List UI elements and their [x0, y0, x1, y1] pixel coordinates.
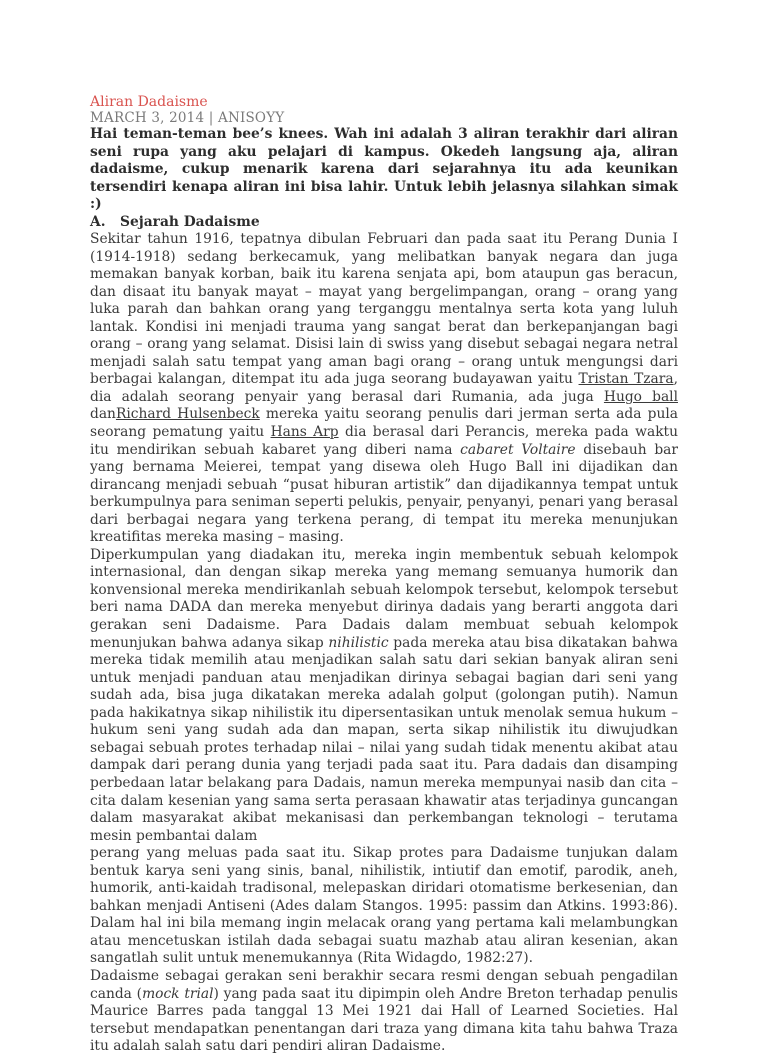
- article-body: [90, 231, 678, 1056]
- text-span: dan: [90, 406, 116, 423]
- italic-cabaret-voltaire: cabaret Voltaire: [460, 441, 576, 458]
- text-span: Diperkumpulan yang diadakan itu, mereka ingin membentuk sebuah kelompok internasional, dan dengan sikap mereka yang memang semuanya humorik dan konvensional mereka mendirikanlah sebuah kelompok tersebut, kelompok tersebut beri nama DADA dan mereka menyebut dirinya dadais yang berarti anggota dari gerakan seni Dadaisme. Para Dadais dalam membuat sebuah kelompok menunjukan bahwa adanya sikap: [90, 546, 678, 651]
- article-meta: MARCH 3, 2014 | ANISOYY: [90, 110, 285, 126]
- body-paragraph-3: perang yang meluas pada saat itu. Sikap protes para Dadaisme tunjukan dalam bentuk karya seni yang sinis, banal, nihilistik, intiutif dan emotif, parodik, aneh, humorik, anti-kaidah tradisonal, melepaskan diridari otomatisme berkesenian, dan bahkan menjadi Antiseni (Ades dalam Stangos. 1995: passim dan Atkins. 1993:86). Dalam hal ini bila memang ingin melacak orang yang pertama kali melambungkan atau mencetuskan istilah dada sebagai suatu mazhab atau aliran kesenian, akan sangatlah sulit untuk menemukannya (Rita Widagdo, 1982:27).: [90, 845, 678, 967]
- link-hugo-ball[interactable]: Hugo ball: [603, 388, 678, 405]
- link-hans-arp[interactable]: Hans Arp: [270, 424, 339, 441]
- text-span: ) yang pada saat itu dipimpin oleh Andre Breton terhadap penulis Maurice Barres pada tanggal 13 Mei 1921 dai Hall of Learned Societies. Hal tersebut mendapatkan penentangan dari traza yang dimana kita tahu bahwa Traza itu adalah salah satu dari pendiri aliran Dadaisme.: [90, 985, 678, 1055]
- link-tristan-tzara[interactable]: Tristan Tzara: [578, 371, 674, 388]
- article-title[interactable]: Aliran Dadaisme: [90, 94, 208, 110]
- section-heading: [90, 214, 678, 232]
- body-paragraph-4: [90, 968, 678, 1056]
- text-span: pada mereka atau bisa dikatakan bahwa mereka tidak memilih atau menjadikan salah satu dari sekian banyak aliran seni untuk menjadi panduan atau menjadikan dirinya sebagai bagian dari seni yang sudah ada, bisa juga dikatakan mereka adalah golput (golongan putih). Namun pada hakikatnya sikap nihilistik itu dipersentasikan untuk menolak semua hukum – hukum seni yang sudah ada dan mapan, serta sikap nihilistik itu diwujudkan sebagai sebuah protes terhadap nilai – nilai yang sudah tidak menentu akibat atau dampak dari perang dunia yang terjadi pada saat itu. Para dadais dan disamping perbedaan latar belakang para Dadais, namun mereka mempunyai nasib dan cita – cita dalam kesenian yang sama serta perasaan khawatir atas terjadinya guncangan dalam masyarakat akibat mekanisasi dan perkembangan teknologi – terutama mesin pembantai dalam: [90, 634, 678, 844]
- link-richard-hulsenbeck[interactable]: Richard Hulsenbeck: [115, 406, 260, 423]
- text-span: Dadaisme sebagai gerakan seni berakhir secara resmi dengan sebuah pengadilan canda (: [90, 967, 678, 1002]
- section-title: Sejarah Dadaisme: [120, 213, 260, 230]
- body-paragraph-1: [90, 231, 678, 547]
- italic-mock-trial: mock trial: [142, 985, 214, 1002]
- body-paragraph-2: [90, 547, 678, 845]
- section-number: A.: [90, 213, 106, 230]
- italic-nihilistic: nihilistic: [328, 634, 389, 651]
- intro-paragraph: Hai teman-teman bee’s knees. Wah ini adalah 3 aliran terakhir dari aliran seni rupa yang aku pelajari di kampus. Okedeh langsung aja, aliran dadaisme, cukup menarik karena dari sejarahnya itu ada keunikan tersendiri kenapa aliran ini bisa lahir. Untuk lebih jelasnya silahkan simak :): [90, 126, 678, 212]
- text-span: disebauh bar yang bernama Meierei, tempat yang disewa oleh Hugo Ball ini dijadikan dan dirancang menjadi sebuah “pusat hiburan artistik” dan dijadikannya tempat untuk berkumpulnya para seniman seperti pelukis, penyair, penyanyi, penari yang berasal dari berbagai negara yang terkena perang, di tempat itu mereka menunjukan kreatifitas mereka masing – masing.: [90, 441, 678, 546]
- text-span: Sekitar tahun 1916, tepatnya dibulan Februari dan pada saat itu Perang Dunia I (1914-1918) sedang berkecamuk, yang melibatkan banyak negara dan juga memakan banyak korban, baik itu karena senjata api, bom ataupun gas beracun, dan disaat itu banyak mayat – mayat yang bergelimpangan, orang – orang yang luka parah dan bahkan orang yang terganggu mentalnya serta kota yang luluh lantak. Kondisi ini menjadi trauma yang sangat berat dan berkepanjangan bagi orang – orang yang selamat. Disisi lain di swiss yang disebut sebagai negara netral menjadi salah satu tempat yang aman bagi orang – orang untuk mengungsi dari berbagai kalangan, ditempat itu ada juga seorang budayawan yaitu: [90, 231, 678, 388]
- text-span: dia berasal dari Perancis, mereka pada waktu itu mendirikan sebuah kabaret yang diberi nama: [90, 424, 678, 458]
- text-span: mereka yaitu seorang penulis dari jerman serta ada pula seorang pematung yaitu: [90, 406, 678, 441]
- article: [90, 94, 678, 1056]
- text-span: , dia adalah seorang penyair yang berasal dari Rumania, ada juga: [90, 371, 678, 405]
